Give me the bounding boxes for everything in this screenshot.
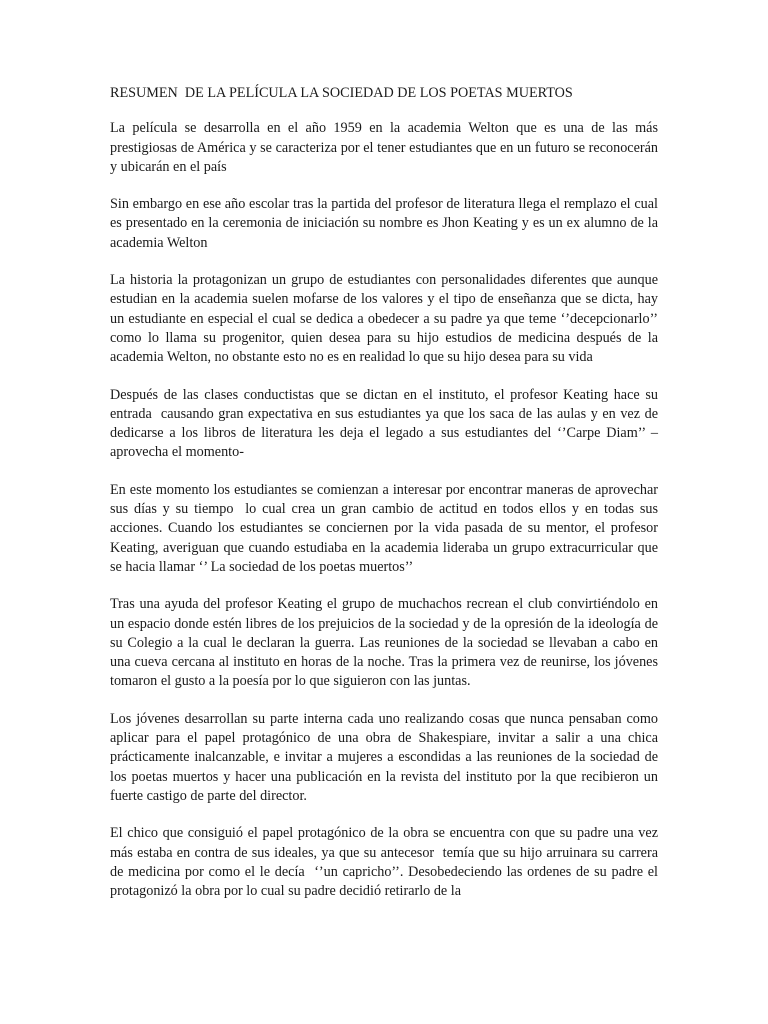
paragraph-society-discovery: En este momento los estudiantes se comienzan a interesar por encontrar maneras de aprovechar sus días y su tiempo lo cual crea un gran cambio de actitud en todos ellos y en todas sus acciones. Cuando los estudiantes se conciernen por la vida pasada de su mentor, el profesor Keating, averiguan que cuando estudiaba en la academia lideraba un grupo extracurricular que se hacia llamar ‘’ La sociedad de los poetas muertos’’ <box>110 481 662 575</box>
paragraph-personal-growth: Los jóvenes desarrollan su parte interna cada uno realizando cosas que nunca pensaban como aplicar para el papel protagónico de una obra de Shakespiare, invitar a salir a una chica prácticamente inalcanzable, e invitar a mujeres a escondidas a las reuniones de la sociedad de los poetas muertos y hacer una publicación en la revista del instituto por la que recibieron un fuerte castigo de parte del director. <box>110 710 662 804</box>
document-title: RESUMEN DE LA PELÍCULA LA SOCIEDAD DE LOS POETAS MUERTOS <box>110 85 573 101</box>
paragraph-new-teacher: Sin embargo en ese año escolar tras la partida del profesor de literatura llega el remplazo el cual es presentado en la ceremonia de iniciación su nombre es Jhon Keating y es un ex alumno de la academia Welton <box>110 196 662 251</box>
paragraph-students: La historia la protagonizan un grupo de estudiantes con personalidades diferentes que aunque estudian en la academia suelen mofarse de los valores y el tipo de enseñanza que se dicta, hay un estudiante en especial el cual se dedica a obedecer a su padre ya que teme ‘’decepcionarlo’’ como lo llama su progenitor, quien desea para su hijo estudios de medicina después de la academia Welton, no obstante esto no es en realidad lo que su hijo desea para su vida <box>110 272 662 366</box>
paragraph-intro: La película se desarrolla en el año 1959 en la academia Welton que es una de las más prestigiosas de América y se caracteriza por el tener estudiantes que en un futuro se reconocerán y ubicarán en el país <box>110 120 662 175</box>
document-body <box>110 84 662 901</box>
paragraph-club-recreated: Tras una ayuda del profesor Keating el grupo de muchachos recrean el club convirtiéndolo en un espacio donde estén libres de los prejuicios de la sociedad y de la opresión de la ideología de su Colegio a la cual le declaran la guerra. Las reuniones de la sociedad se llevaban a cabo en una cueva cercana al instituto en horas de la noche. Tras la primera vez de reunirse, los jóvenes tomaron el gusto a la poesía por lo que siguieron con las juntas. <box>110 596 662 690</box>
paragraph-play-conflict: El chico que consiguió el papel protagónico de la obra se encuentra con que su padre una vez más estaba en contra de sus ideales, ya que su antecesor temía que su hijo arruinara su carrera de medicina por como el le decía ‘’un capricho’’. Desobedeciendo las ordenes de su padre el protagonizó la obra por lo cual su padre decidió retirarlo de la <box>110 825 662 900</box>
paragraph-carpe-diem: Después de las clases conductistas que se dictan en el instituto, el profesor Keating hace su entrada causando gran expectativa en sus estudiantes ya que los saca de las aulas y en vez de dedicarse a los libros de literatura les deja el legado a sus estudiantes del ‘’Carpe Diam’’ –aprovecha el momento- <box>110 386 662 461</box>
